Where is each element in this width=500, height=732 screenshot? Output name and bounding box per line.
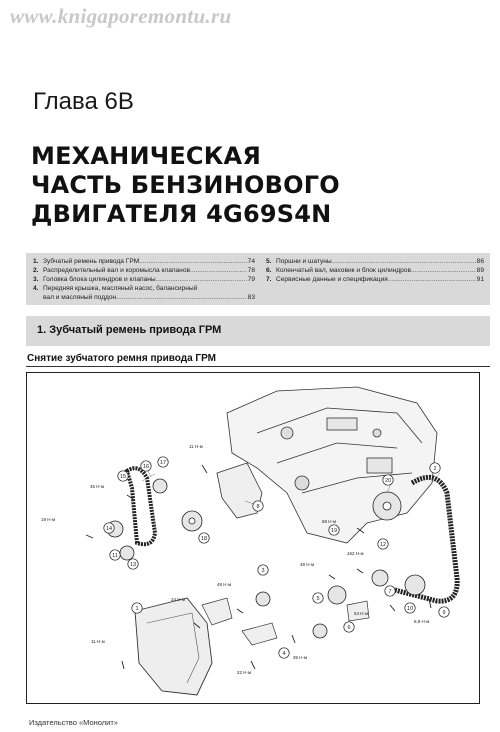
toc-text: Головка блока цилиндров и клапаны: [43, 276, 156, 283]
chapter-heading: Глава 6В: [33, 88, 134, 115]
toc-leader: [139, 257, 246, 266]
part-callout: [405, 603, 415, 613]
part-callout: [430, 463, 440, 473]
title-line-2: ЧАСТЬ БЕНЗИНОВОГО: [31, 171, 340, 199]
callout-number: 2: [433, 466, 437, 472]
part-callout: [258, 565, 268, 575]
toc-item[interactable]: [33, 284, 255, 293]
torque-label: 162 Н·м: [347, 551, 364, 556]
toc-page: 74: [247, 258, 255, 265]
toc-item-continued[interactable]: [33, 293, 255, 302]
toc-column-right: [266, 257, 484, 284]
toc-leader: [190, 266, 247, 275]
torque-label: 45 Н·м: [90, 484, 105, 489]
torque-label: 24 Н·м: [171, 597, 186, 602]
toc-text: Распределительный вал и коромысла клапанов: [43, 267, 190, 274]
subsection-title: Снятие зубчатого ремня привода ГРМ: [27, 353, 216, 364]
part-callout: [313, 593, 323, 603]
toc-item[interactable]: [266, 266, 484, 275]
toc-text: Поршни и шатуны: [276, 258, 332, 265]
title-line-1: МЕХАНИЧЕСКАЯ: [31, 142, 262, 170]
torque-label: 88 Н·м: [322, 519, 337, 524]
callout-number: 17: [159, 460, 167, 466]
callout-number: 11: [112, 553, 118, 559]
torque-label: 48 Н·м: [300, 562, 315, 567]
toc-column-left: [33, 257, 255, 302]
part-callout: [378, 539, 388, 549]
title-line-3: ДВИГАТЕЛЯ 4G69S4N: [31, 200, 332, 228]
callout-number: 1: [135, 606, 139, 612]
callout-number: 15: [119, 474, 127, 480]
torque-label: 11 Н·м: [189, 444, 203, 449]
toc-item[interactable]: [33, 266, 255, 275]
callout-number: 6: [347, 625, 351, 631]
toc-leader: [388, 275, 476, 284]
toc-num: 2.: [33, 267, 39, 274]
part-callout: [110, 550, 120, 560]
torque-label: 48 Н·м: [217, 582, 232, 587]
exploded-diagram: [26, 372, 480, 704]
part-callout: [118, 471, 128, 481]
toc-item[interactable]: [266, 257, 484, 266]
toc-num: 7.: [266, 276, 272, 283]
toc-item[interactable]: [33, 275, 255, 284]
part-callout: [383, 475, 393, 485]
callout-number: 8: [256, 504, 260, 510]
section-title: 1. Зубчатый ремень привода ГРМ: [37, 324, 222, 336]
toc-page: 83: [247, 294, 255, 301]
callout-number: 5: [316, 596, 320, 602]
watermark: www.knigaporemontu.ru: [10, 4, 232, 28]
torque-label: 35 Н·м: [293, 655, 308, 660]
part-callout: [141, 461, 151, 471]
table-of-contents: [26, 253, 490, 305]
part-callout: [279, 648, 289, 658]
toc-num: 6.: [266, 267, 272, 274]
part-callout: [104, 523, 114, 533]
part-callout: [253, 501, 263, 511]
part-callout: [344, 622, 354, 632]
callout-number: 7: [388, 589, 392, 595]
toc-leader: [156, 275, 247, 284]
torque-label: 19 Н·м: [41, 517, 56, 522]
toc-text: вал и масляный поддон: [43, 294, 117, 301]
callout-number: 18: [200, 536, 208, 542]
diagram-labels: [27, 373, 479, 703]
callout-number: 16: [142, 464, 150, 470]
toc-item[interactable]: [266, 275, 484, 284]
toc-num: 3.: [33, 276, 39, 283]
toc-text: Передняя крышка, масляный насос, балансирный: [43, 285, 198, 292]
publisher-footer: Издательство «Монолит»: [29, 718, 118, 727]
callout-number: 12: [379, 542, 387, 548]
toc-page: 91: [476, 276, 484, 283]
part-callout: [329, 525, 339, 535]
toc-text: Коленчатый вал, маховик и блок цилиндров: [276, 267, 411, 274]
toc-num: 4.: [33, 285, 39, 292]
callout-number: 4: [282, 651, 286, 657]
callout-number: 9: [442, 610, 446, 616]
toc-page: 79: [247, 276, 255, 283]
toc-leader: [332, 257, 476, 266]
part-callout: [158, 457, 168, 467]
callout-number: 3: [261, 568, 265, 574]
torque-label: 11 Н·м: [91, 639, 105, 644]
torque-label: 22 Н·м: [237, 670, 252, 675]
callout-number: 10: [406, 606, 414, 612]
callout-number: 20: [384, 478, 392, 484]
toc-page: 89: [476, 267, 484, 274]
callout-number: 19: [330, 528, 338, 534]
part-callout: [439, 607, 449, 617]
toc-leader: [411, 266, 476, 275]
part-callout: [199, 533, 209, 543]
torque-label: 54 Н·м: [354, 611, 369, 616]
part-callout: [385, 586, 395, 596]
toc-text: Зубчатый ремень привода ГРМ: [43, 258, 140, 265]
chapter-title: [31, 142, 340, 229]
toc-num: 1.: [33, 258, 39, 265]
toc-page: 86: [476, 258, 484, 265]
part-callout: [128, 559, 138, 569]
subsection-rule: [26, 366, 490, 367]
toc-num: 5.: [266, 258, 272, 265]
callout-number: 14: [105, 526, 113, 532]
toc-item[interactable]: [33, 257, 255, 266]
callout-number: 13: [129, 562, 137, 568]
section-header: [26, 316, 490, 346]
torque-label: 8,8 Н·м: [414, 619, 430, 624]
toc-page: 78: [247, 267, 255, 274]
toc-leader: [116, 293, 246, 302]
part-callout: [132, 603, 142, 613]
toc-text: Сервисные данные и спецификация: [276, 276, 388, 283]
